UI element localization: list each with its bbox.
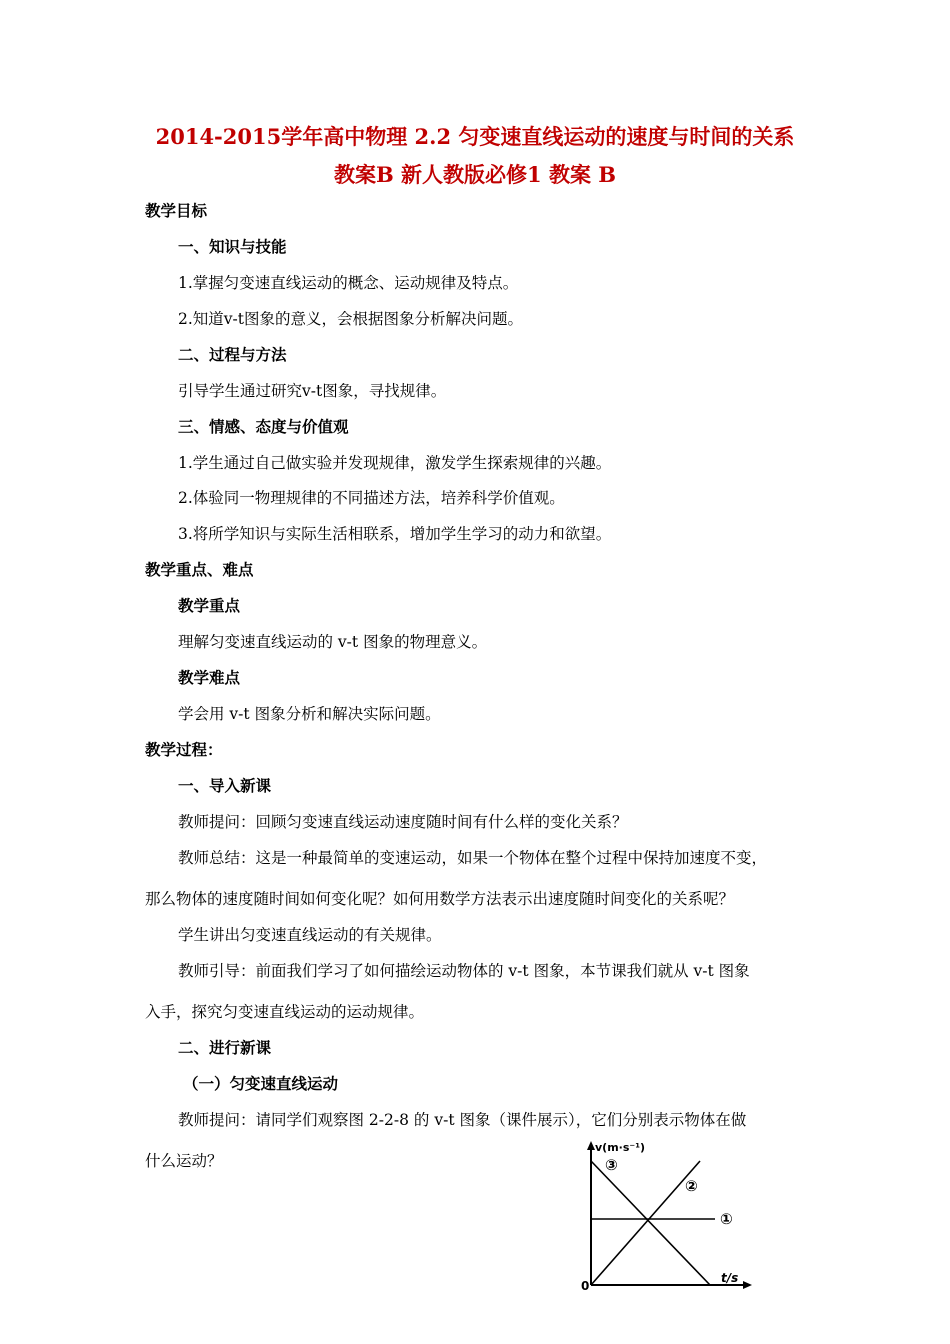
p2-heading: 二、进行新课 — [178, 1038, 272, 1057]
origin-label: 0 — [581, 1279, 590, 1293]
vt-graph-figure — [565, 1135, 755, 1295]
key-sub1: 教学重点 — [178, 596, 241, 615]
key-heading: 教学重点、难点 — [145, 560, 254, 579]
p1-guide-b: 入手，探究匀变速直线运动的运动规律。 — [145, 1003, 425, 1021]
p2-question-a: 教师提问：请同学们观察图 2-2-8 的 v-t 图象（课件展示），它们分别表示物体在做 — [178, 1111, 747, 1129]
goals-heading: 教学目标 — [145, 201, 208, 220]
line-3-label: ③ — [605, 1156, 618, 1174]
sec3-item2: 2.体验同一物理规律的不同描述方法，培养科学价值观。 — [178, 489, 565, 507]
line-2 — [591, 1161, 700, 1285]
sec2-item1: 引导学生通过研究v-t图象，寻找规律。 — [178, 382, 447, 400]
y-axis-label: v(m·s⁻¹) — [595, 1141, 646, 1154]
p1-summary-b: 那么物体的速度随时间如何变化呢？如何用数学方法表示出速度随时间变化的关系呢？ — [145, 890, 735, 908]
process-heading: 教学过程： — [145, 740, 223, 759]
sec1-heading: 一、知识与技能 — [178, 237, 287, 256]
doc-title-line2: 教案B 新人教版必修1 教案 B — [333, 162, 617, 187]
key-text2: 学会用 v-t 图象分析和解决实际问题。 — [178, 705, 441, 723]
p1-heading: 一、导入新课 — [178, 776, 272, 795]
sec1-item1: 1.掌握匀变速直线运动的概念、运动规律及特点。 — [178, 274, 519, 292]
x-axis-label: t/s — [721, 1271, 739, 1285]
line-2-label: ② — [685, 1177, 698, 1195]
p1-student: 学生讲出匀变速直线运动的有关规律。 — [178, 926, 442, 944]
sec3-item3: 3.将所学知识与实际生活相联系，增加学生学习的动力和欲望。 — [178, 525, 612, 543]
p2-question-b: 什么运动？ — [145, 1152, 223, 1170]
p1-guide-a: 教师引导：前面我们学习了如何描绘运动物体的 v-t 图象，本节课我们就从 v-t 图象 — [178, 962, 750, 980]
doc-title-line1: 2014-2015学年高中物理 2.2 匀变速直线运动的速度与时间的关系 — [155, 124, 795, 149]
p1-question: 教师提问：回顾匀变速直线运动速度随时间有什么样的变化关系？ — [178, 813, 628, 831]
line-1-label: ① — [720, 1210, 733, 1228]
sec1-item2: 2.知道v-t图象的意义，会根据图象分析解决问题。 — [178, 310, 524, 328]
sec3-heading: 三、情感、态度与价值观 — [178, 417, 349, 436]
p2-sub1: （一）匀变速直线运动 — [183, 1074, 339, 1093]
sec2-heading: 二、过程与方法 — [178, 345, 287, 364]
key-text1: 理解匀变速直线运动的 v-t 图象的物理意义。 — [178, 633, 488, 651]
p1-summary-a: 教师总结：这是一种最简单的变速运动，如果一个物体在整个过程中保持加速度不变， — [178, 849, 768, 867]
sec3-item1: 1.学生通过自己做实验并发现规律，激发学生探索规律的兴趣。 — [178, 454, 612, 472]
y-axis-arrow — [587, 1141, 595, 1150]
key-sub2: 教学难点 — [178, 668, 241, 687]
x-axis-arrow — [743, 1281, 752, 1289]
